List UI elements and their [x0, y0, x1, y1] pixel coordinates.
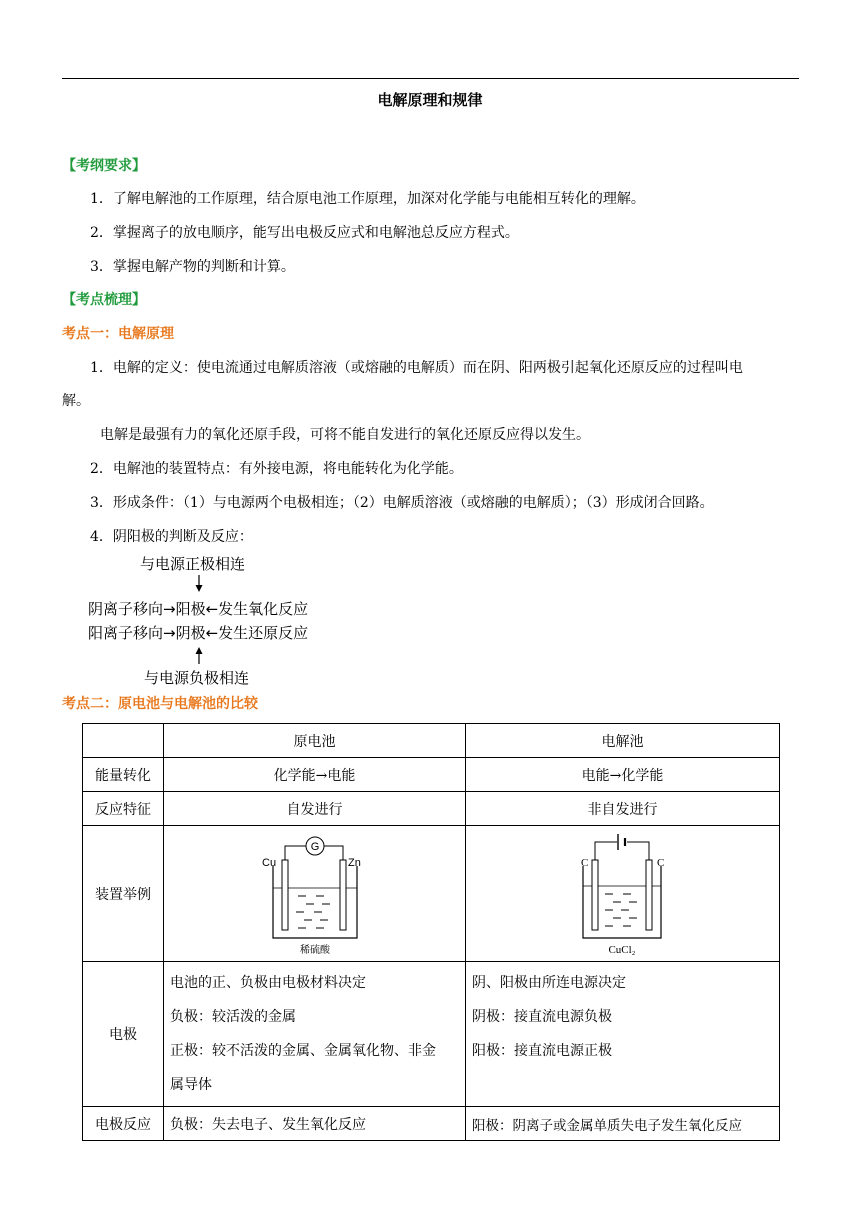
cell-line: 阴极：接直流电源负极	[472, 1009, 612, 1025]
definition-note: 电解是最强有力的氧化还原手段，可将不能自发进行的氧化还原反应得以发生。	[100, 427, 590, 443]
galvanometer-label: G	[310, 840, 319, 853]
header-rule	[62, 78, 799, 79]
down-arrow-icon	[194, 575, 204, 593]
cell-line: 阴、阳极由所连电源决定	[472, 975, 626, 991]
table-row	[83, 826, 780, 962]
flow-top-label: 与电源正极相连	[140, 555, 246, 573]
header-primary-cell: 原电池	[164, 724, 466, 758]
right-electrode-label: C	[656, 856, 664, 869]
right-electrode-label: Zn	[347, 856, 361, 869]
table-row	[83, 1107, 780, 1141]
cell-line: 属导体	[170, 1077, 212, 1093]
flow-bottom-label: 与电源负极相连	[144, 669, 250, 687]
row-label: 电极反应	[83, 1107, 164, 1141]
comparison-table	[82, 723, 780, 1141]
requirement-item: 3．掌握电解产物的判断和计算。	[90, 259, 295, 275]
table-row	[83, 792, 780, 826]
left-electrode-label: C	[580, 856, 588, 869]
row-label: 能量转化	[83, 758, 164, 792]
electrolytic-cell: 电能→化学能	[466, 758, 780, 792]
point1-item4: 4．阴阳极的判断及反应：	[90, 529, 253, 545]
electrolytic-cell: 阳极：阴离子或金属单质失电子发生氧化反应	[466, 1107, 780, 1141]
cell-line: 电池的正、负极由电极材料决定	[170, 975, 366, 991]
solution-label: CuCl₂	[607, 943, 636, 956]
definition-line-1: 1．电解的定义：使电流通过电解质溶液（或熔融的电解质）而在阴、阳两极引起氧化还原反应的过程叫电	[90, 360, 743, 376]
cell-line: 正极：较不活泼的金属、金属氧化物、非金	[170, 1043, 436, 1059]
flow-anode-row: 阴离子移向→阳极←发生氧化反应	[88, 600, 309, 618]
row-label: 电极	[83, 962, 164, 1107]
requirement-item: 1．了解电解池的工作原理，结合原电池工作原理，加深对化学能与电能相互转化的理解。	[90, 191, 645, 207]
flow-cathode-row: 阳离子移向→阴极←发生还原反应	[88, 624, 309, 642]
electrolytic-electrode-cell	[466, 962, 780, 1107]
primary-cell: 负极：失去电子、发生氧化反应	[164, 1107, 466, 1141]
primary-device-cell	[164, 826, 466, 962]
electrolytic-cell: 非自发进行	[466, 792, 780, 826]
solution-label: 稀硫酸	[299, 944, 330, 956]
table-header-row	[83, 724, 780, 758]
up-arrow-icon	[194, 646, 204, 664]
section-heading-points: 【考点梳理】	[62, 292, 146, 308]
requirement-item: 2．掌握离子的放电顺序，能写出电极反应式和电解池总反应方程式。	[90, 225, 519, 241]
point1-heading: 考点一：电解原理	[62, 326, 174, 342]
primary-cell: 自发进行	[164, 792, 466, 826]
point1-item3: 3．形成条件：（1）与电源两个电极相连；（2）电解质溶液（或熔融的电解质）；（3）形成闭合回路。	[90, 495, 714, 511]
table-row	[83, 758, 780, 792]
electrolytic-device-cell	[466, 826, 780, 962]
header-electrolytic-cell: 电解池	[466, 724, 780, 758]
primary-cell: 化学能→电能	[164, 758, 466, 792]
electrolytic-cell-diagram	[573, 830, 673, 958]
left-electrode-label: Cu	[261, 856, 276, 869]
point1-item2: 2．电解池的装置特点：有外接电源，将电能转化为化学能。	[90, 461, 463, 477]
page-title: 电解原理和规律	[377, 91, 483, 109]
section-heading-requirements: 【考纲要求】	[62, 158, 146, 174]
table-corner-cell	[83, 724, 164, 758]
primary-electrode-cell	[164, 962, 466, 1107]
cell-line: 阳极：接直流电源正极	[472, 1043, 612, 1059]
point2-heading: 考点二：原电池与电解池的比较	[62, 696, 258, 712]
cell-line: 负极：较活泼的金属	[170, 1009, 296, 1025]
electrode-flow-diagram	[88, 553, 338, 688]
row-label: 反应特征	[83, 792, 164, 826]
row-label: 装置举例	[83, 826, 164, 962]
definition-line-2: 解。	[62, 393, 90, 409]
galvanic-cell-diagram	[260, 830, 370, 958]
table-row	[83, 962, 780, 1107]
